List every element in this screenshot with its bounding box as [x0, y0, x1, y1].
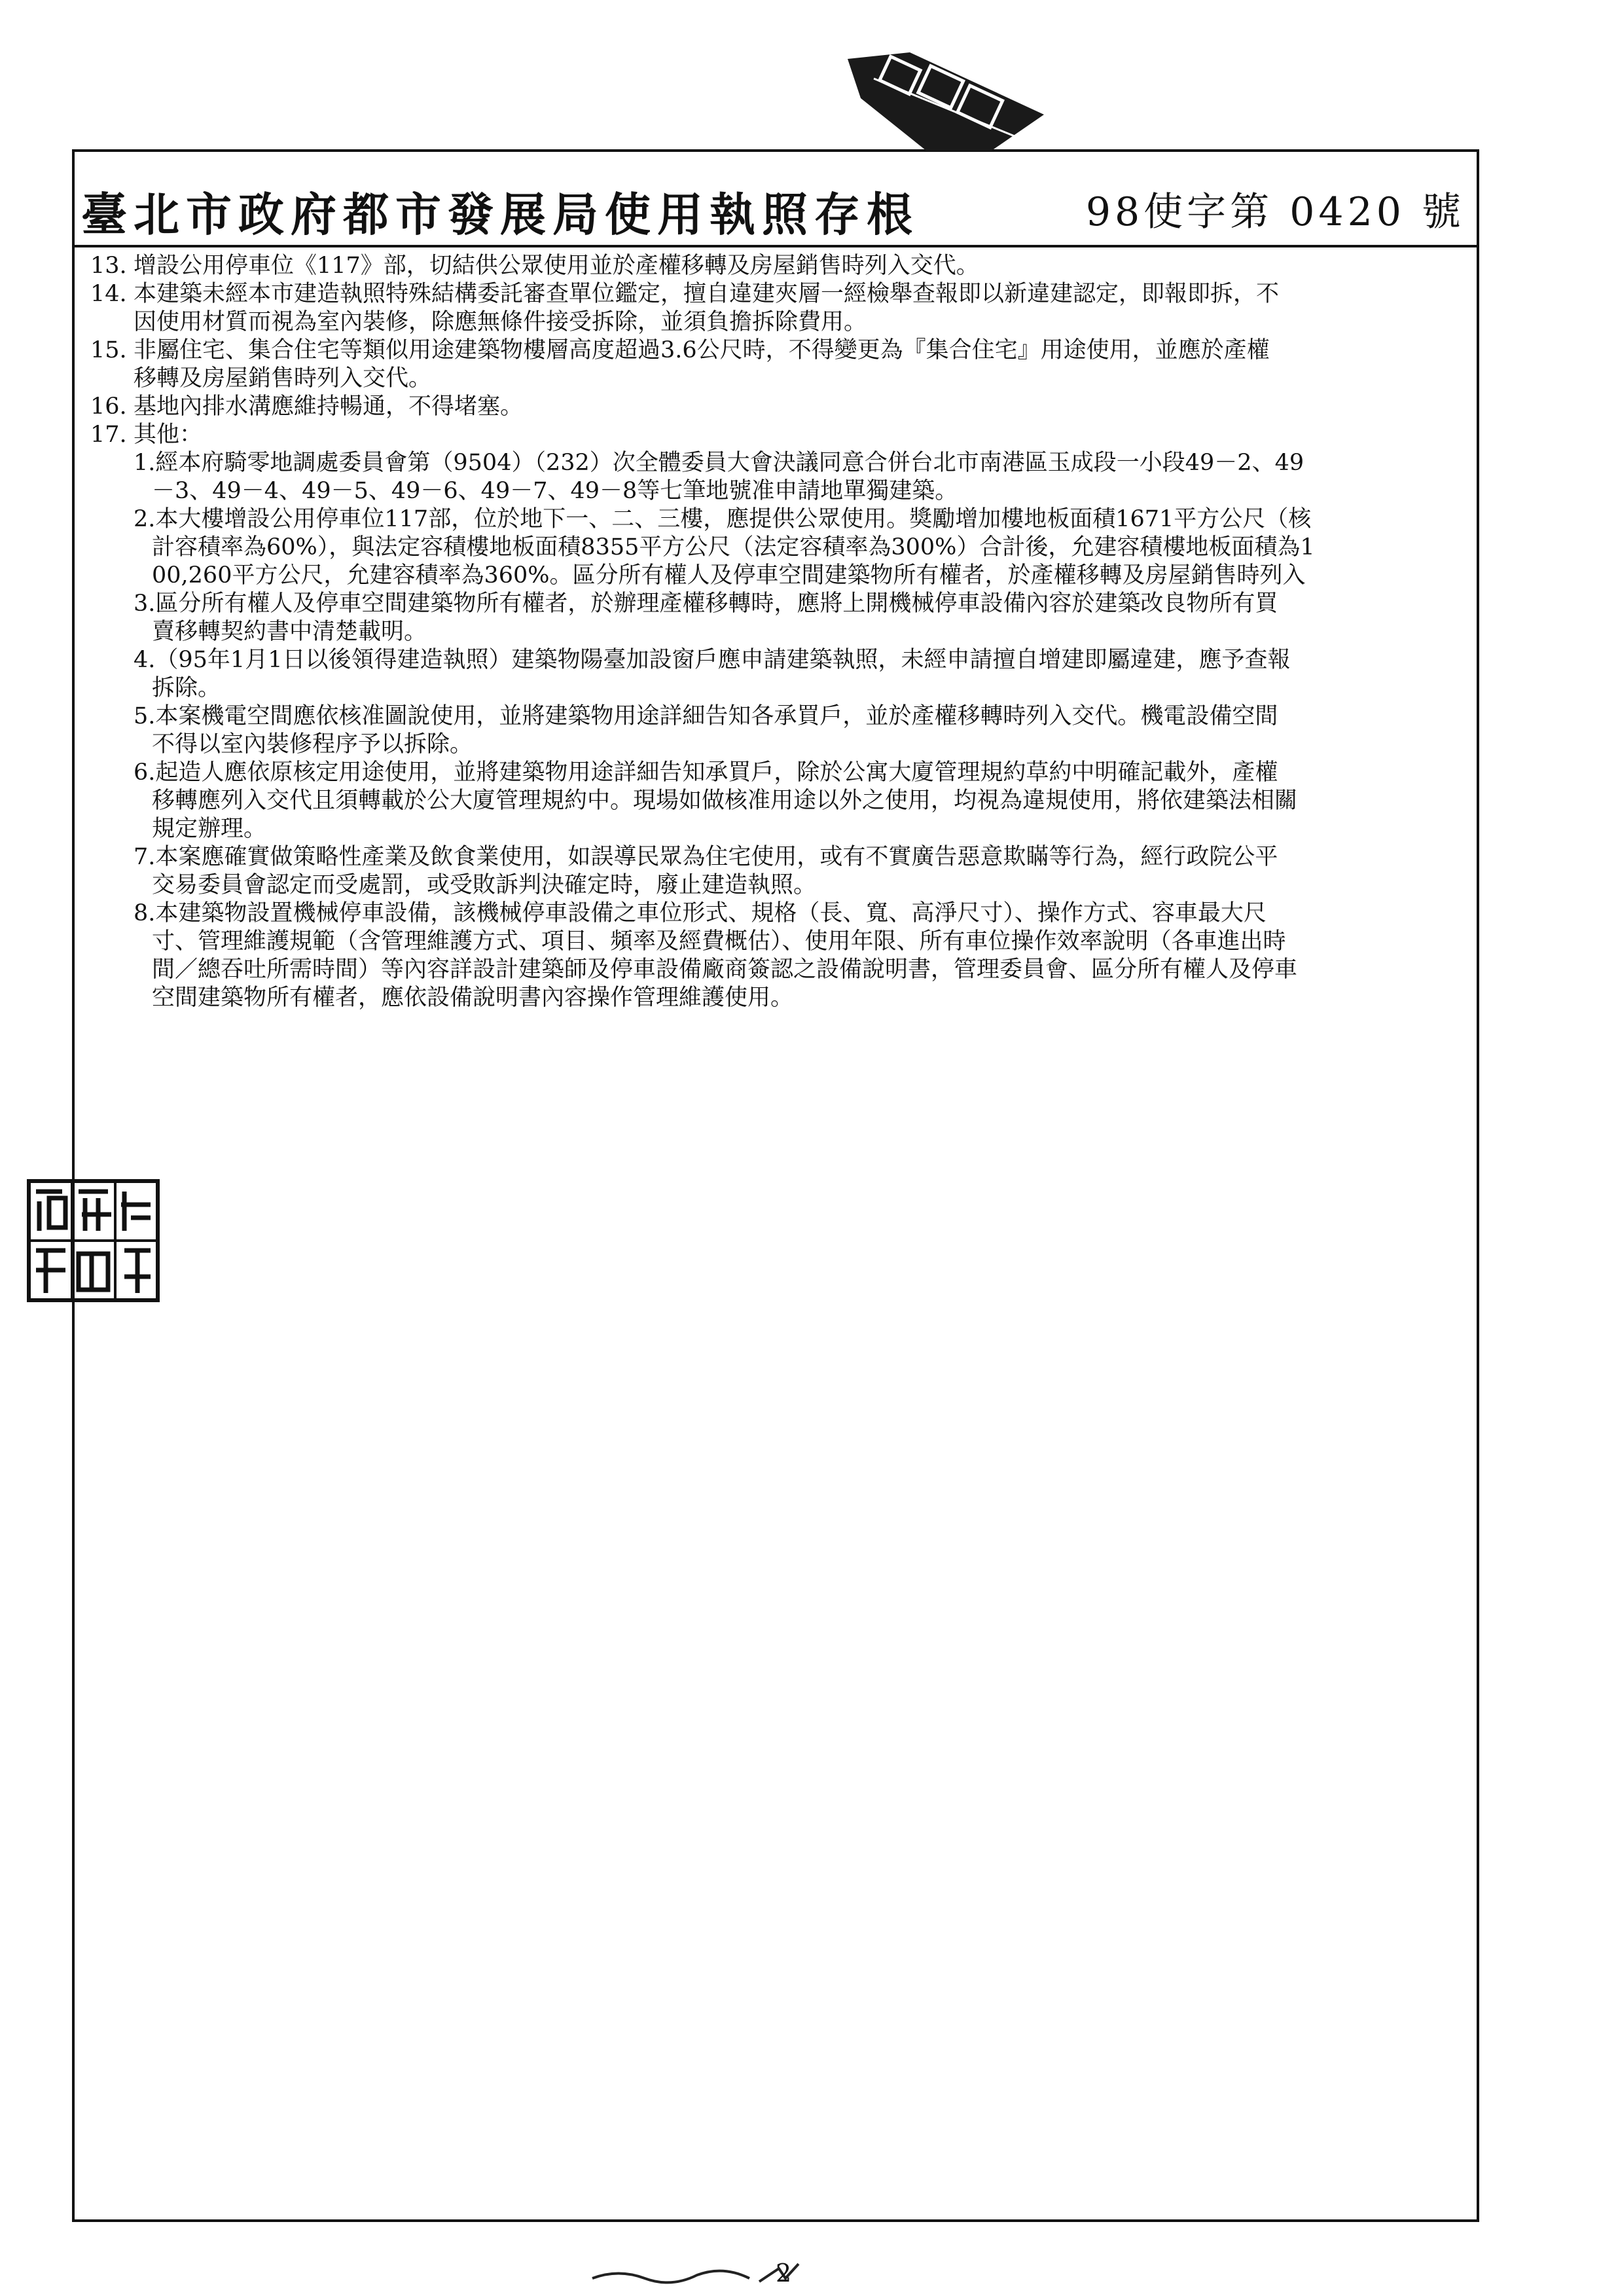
sub-item-text: 8.本建築物設置機械停車設備，該機械停車設備之車位形式、規格（長、寬、高淨尺寸）、操作方式、容車最大尺 [134, 900, 1267, 926]
sub-item-text: 賣移轉契約書中清楚載明。 [152, 619, 427, 645]
document-number: 98使字第 0420 號 [1085, 189, 1465, 235]
sub-item-text: 計容積率為60%），與法定容積樓地板面積8355平方公尺（法定容積率為300%）合計後，允建容積樓地板面積為1 [152, 534, 1315, 560]
sub-item [90, 449, 1458, 505]
handwritten-mark [589, 2262, 838, 2288]
sub-item-text: 00,260平方公尺，允建容積率為360%。區分所有權人及停車空間建築物所有權者，於產權移轉及房屋銷售時列入 [152, 562, 1306, 589]
sub-item [90, 843, 1458, 900]
list-item [90, 252, 1458, 280]
item-text: 其他： [134, 422, 203, 448]
list-item [90, 280, 1458, 337]
sub-item-text: 1.經本府騎零地調處委員會第（9504）（232）次全體委員大會決議同意合併台北市南港區玉成段一小段49－2、49 [134, 450, 1304, 476]
list-item [90, 421, 1458, 449]
approval-seal-stamp [26, 1178, 160, 1303]
title-row [72, 149, 1479, 247]
item-text: 移轉及房屋銷售時列入交代。 [134, 365, 432, 392]
item-text: 本建築未經本市建造執照特殊結構委託審查單位鑑定，擅自違建夾層一經檢舉查報即以新違建認定，即報即拆，不 [134, 281, 1280, 307]
document-body [90, 252, 1458, 1012]
sub-item-text: 4.（95年1月1日以後領得建造執照）建築物陽臺加設窗戶應申請建築執照，未經申請擅自增建即屬違建，應予查報 [134, 647, 1291, 673]
sub-item-text: 不得以室內裝修程序予以拆除。 [152, 731, 473, 757]
sub-item-text: 規定辦理。 [152, 816, 267, 842]
item-number: 17. [90, 422, 127, 448]
sub-item [90, 702, 1458, 759]
document-title: 臺北市政府都市發展局使用執照存根 [81, 187, 919, 242]
page-number: 2 [776, 2259, 792, 2287]
sub-item-text: 6.起造人應依原核定用途使用，並將建築物用途詳細告知承買戶，除於公寓大廈管理規約草約中明確記載外，產權 [134, 759, 1278, 786]
sub-item-text: 空間建築物所有權者，應依設備說明書內容操作管理維護使用。 [152, 985, 794, 1011]
list-item [90, 337, 1458, 393]
item-text: 增設公用停車位《117》部，切結供公眾使用並於產權移轉及房屋銷售時列入交代。 [134, 253, 979, 279]
sub-item [90, 646, 1458, 702]
sub-item-text: 3.區分所有權人及停車空間建築物所有權者，於辦理產權移轉時，應將上開機械停車設備內容於建築改良物所有買 [134, 591, 1278, 617]
list-item [90, 393, 1458, 421]
sub-item-text: 間／總吞吐所需時間）等內容詳設計建築師及停車設備廠商簽認之設備說明書，管理委員會、區分所有權人及停車 [152, 957, 1298, 983]
sub-item [90, 590, 1458, 646]
item-number: 14. [90, 281, 127, 307]
sub-item-text: 拆除。 [152, 675, 221, 701]
sub-item-text: －3、49－4、49－5、49－6、49－7、49－8等七筆地號准申請地單獨建築。 [152, 478, 958, 504]
item-text: 基地內排水溝應維持暢通，不得堵塞。 [134, 393, 524, 420]
sub-item [90, 505, 1458, 590]
sub-item-text: 5.本案機電空間應依核准圖說使用，並將建築物用途詳細告知各承買戶，並於產權移轉時列入交代。機電設備空間 [134, 703, 1278, 729]
sub-item-text: 寸、管理維護規範（含管理維護方式、項目、頻率及經費概估）、使用年限、所有車位操作效率說明（各車進出時 [152, 928, 1286, 955]
item-number: 15. [90, 337, 127, 363]
sub-item [90, 759, 1458, 843]
sub-item-text: 交易委員會認定而受處罰，或受敗訴判決確定時，廢止建造執照。 [152, 872, 817, 898]
sub-item-text: 移轉應列入交代且須轉載於公大廈管理規約中。現場如做核准用途以外之使用，均視為違規使用，將依建築法相關 [152, 788, 1298, 814]
official-seal-stamp [848, 52, 1044, 151]
item-text: 因使用材質而視為室內裝修，除應無條件接受拆除，並須負擔拆除費用。 [134, 309, 867, 335]
sub-item [90, 900, 1458, 1012]
item-number: 13. [90, 253, 127, 279]
item-text: 非屬住宅、集合住宅等類似用途建築物樓層高度超過3.6公尺時，不得變更為『集合住宅』用途使用，並應於產權 [134, 337, 1270, 363]
sub-item-text: 2.本大樓增設公用停車位117部，位於地下一、二、三樓，應提供公眾使用。獎勵增加樓地板面積1671平方公尺（核 [134, 506, 1312, 532]
sub-item-text: 7.本案應確實做策略性產業及飲食業使用，如誤導民眾為住宅使用，或有不實廣告惡意欺瞞等行為，經行政院公平 [134, 844, 1278, 870]
item-number: 16. [90, 393, 127, 420]
